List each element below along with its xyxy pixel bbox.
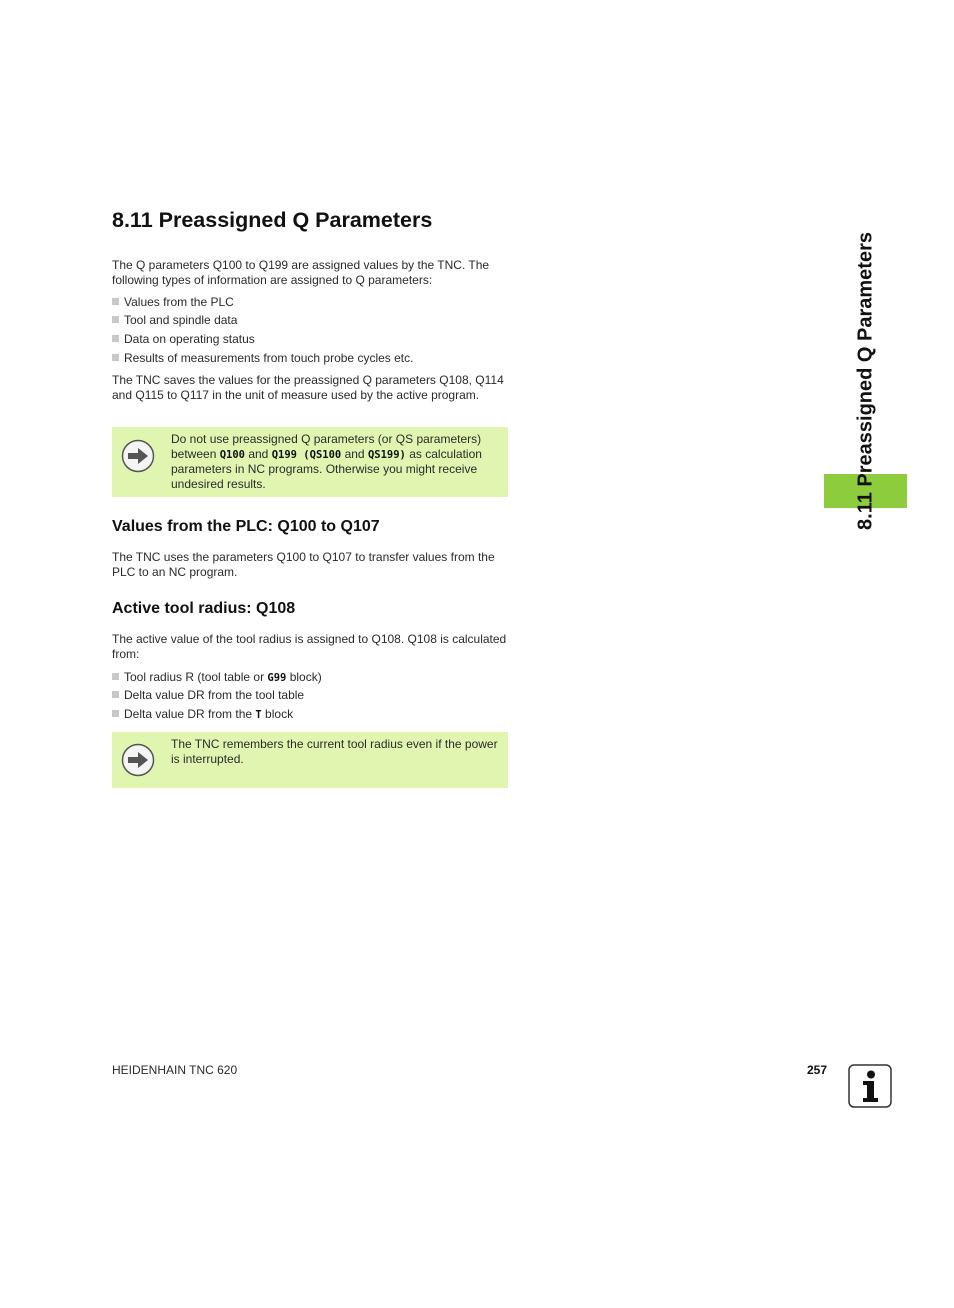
note-text: The TNC remembers the current tool radius even if the power is interrupted. <box>171 737 498 766</box>
section-heading-plc: Values from the PLC: Q100 to Q107 <box>112 518 380 535</box>
arrow-right-icon <box>121 743 155 777</box>
bullet-square-icon <box>112 335 119 342</box>
list-item: Tool radius R (tool table or G99 block) <box>112 670 322 686</box>
bullet-square-icon <box>112 710 119 717</box>
list-item: Values from the PLC <box>112 295 234 310</box>
footer-product: HEIDENHAIN TNC 620 <box>112 1063 238 1077</box>
plc-paragraph: The TNC uses the parameters Q100 to Q107 to transfer values from the PLC to an NC program. <box>112 550 495 579</box>
info-note <box>112 732 508 788</box>
units-paragraph: The TNC saves the values for the preassigned Q parameters Q108, Q114 and Q115 to Q117 in the unit of measure used by the active program. <box>112 373 504 402</box>
side-running-title: 8.11 Preassigned Q Parameters <box>854 232 877 530</box>
bullet-square-icon <box>112 673 119 680</box>
warning-note <box>112 427 508 497</box>
note-text: Do not use preassigned Q parameters (or QS parameters) between Q100 and Q199 (QS100 and QS199) as calculation parameters in NC programs. Otherwise you might receive undesired results. <box>171 432 482 491</box>
info-icon <box>848 1064 892 1108</box>
intro-paragraph: The Q parameters Q100 to Q199 are assigned values by the TNC. The following types of information are assigned to Q parameters: <box>112 258 490 287</box>
bullet-square-icon <box>112 316 119 323</box>
section-heading-radius: Active tool radius: Q108 <box>112 600 296 617</box>
arrow-right-icon <box>121 439 155 473</box>
chapter-title: 8.11 Preassigned Q Parameters <box>112 208 433 232</box>
radius-paragraph: The active value of the tool radius is assigned to Q108. Q108 is calculated from: <box>112 632 507 661</box>
list-item: Tool and spindle data <box>112 313 237 328</box>
page-number: 257 <box>807 1063 828 1077</box>
bullet-square-icon <box>112 298 119 305</box>
bullet-square-icon <box>112 354 119 361</box>
list-item: Delta value DR from the tool table <box>112 688 304 703</box>
list-item: Data on operating status <box>112 332 255 347</box>
list-item: Results of measurements from touch probe cycles etc. <box>112 351 413 366</box>
list-item: Delta value DR from the T block <box>112 707 293 723</box>
bullet-square-icon <box>112 691 119 698</box>
